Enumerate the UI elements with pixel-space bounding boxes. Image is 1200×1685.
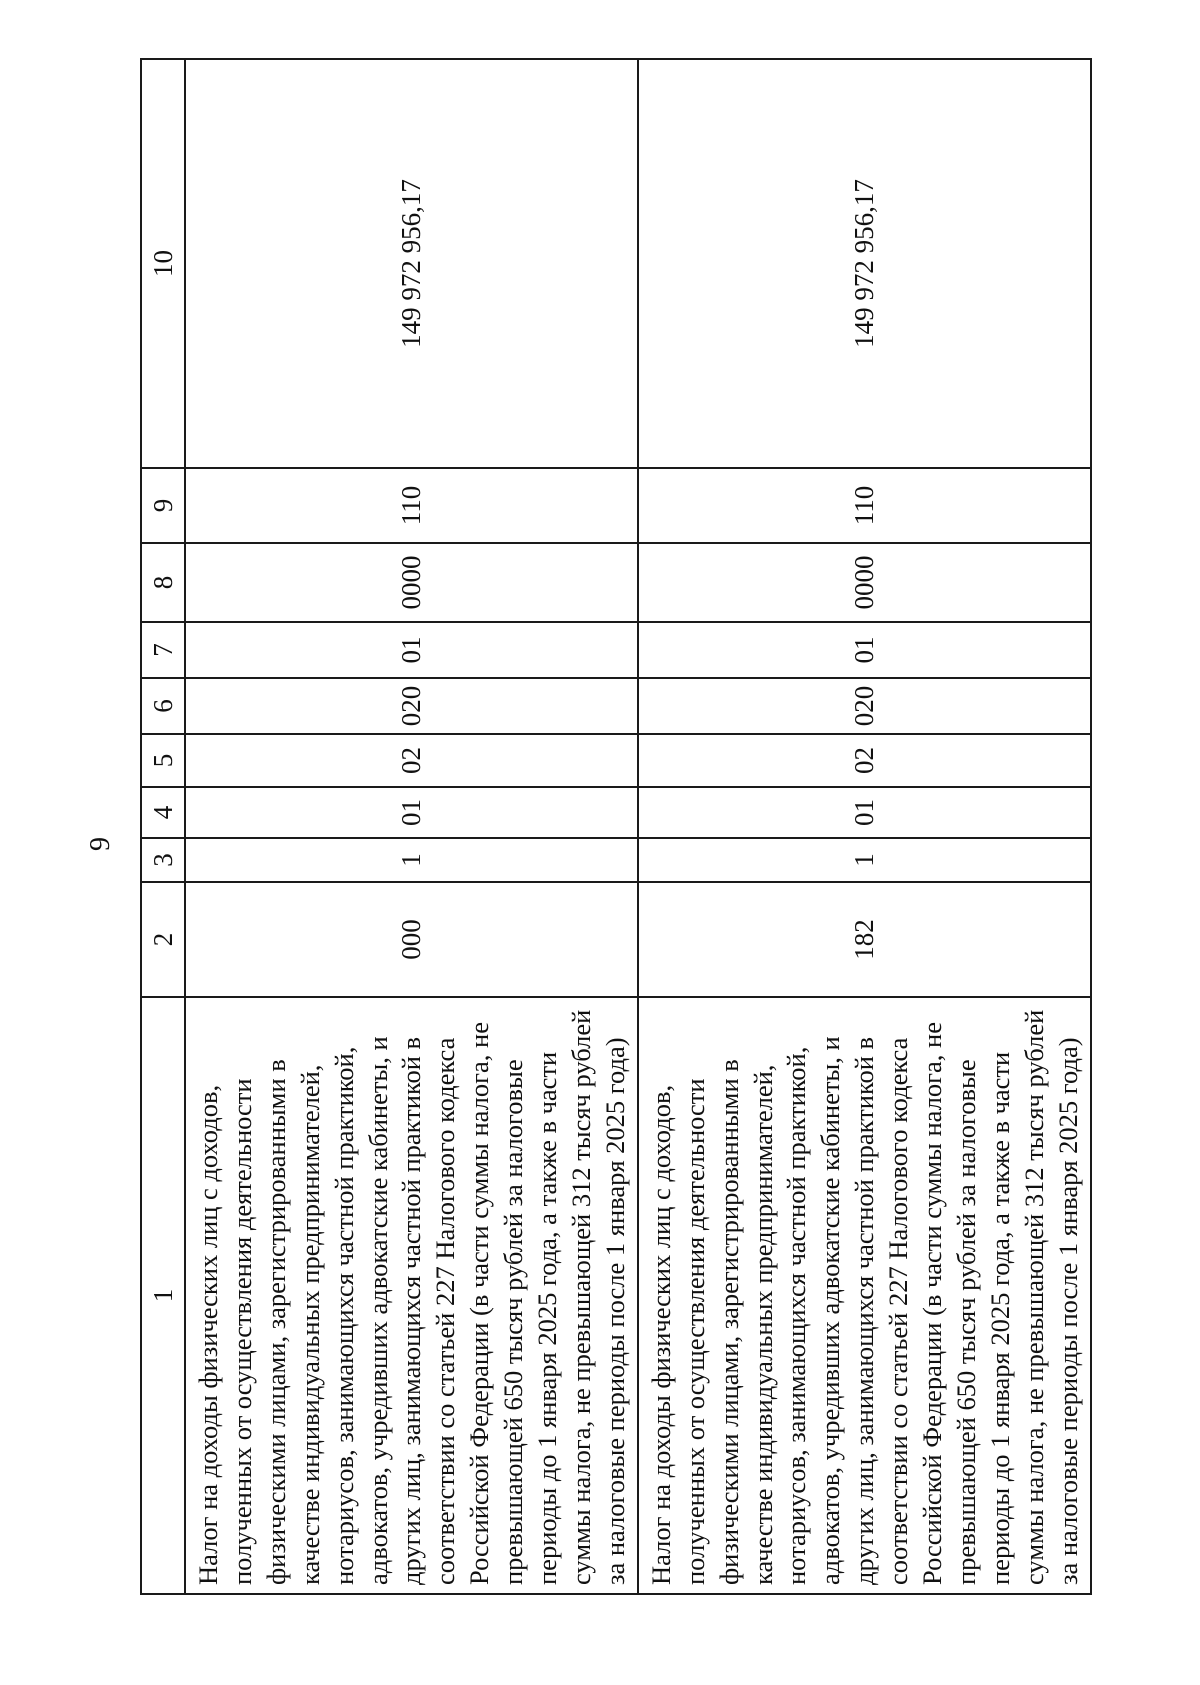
- header-col-1: 1: [141, 997, 185, 1594]
- header-col-2: 2: [141, 882, 185, 997]
- header-col-6: 6: [141, 678, 185, 734]
- code-article: 02: [185, 734, 638, 787]
- code-article: 02: [638, 734, 1091, 787]
- code-group: 1: [638, 838, 1091, 882]
- code-economic: 110: [638, 468, 1091, 543]
- header-col-9: 9: [141, 468, 185, 543]
- header-col-3: 3: [141, 838, 185, 882]
- budget-table-wrapper: [140, 60, 1083, 1595]
- row-amount: 149 972 956,17: [185, 59, 638, 468]
- row-amount: 149 972 956,17: [638, 59, 1091, 468]
- code-program: 0000: [638, 543, 1091, 622]
- code-admin: 182: [638, 882, 1091, 997]
- code-subgroup: 01: [638, 787, 1091, 838]
- table-row: [185, 59, 638, 1594]
- header-col-4: 4: [141, 787, 185, 838]
- page-number: 9: [85, 837, 116, 851]
- header-col-8: 8: [141, 543, 185, 622]
- code-admin: 000: [185, 882, 638, 997]
- row-description: Налог на доходы физических лиц с доходов, полученных от осуществления деятельности физическими лицами, зарегистрированными в качестве индивидуальных предпринимателей, нотариусов, занимающихся частной практикой, адвокатов, учредивших адвокатские кабинеты, и других лиц, занимающихся частной практикой в соответствии со статьей 227 Налогового кодекса Российской Федерации (в части суммы налога, не превышающей 650 тысяч рублей за налоговые периоды до 1 января 2025 года, а также в части суммы налога, не превышающей 312 тысяч рублей за налоговые периоды после 1 января 2025 года): [185, 997, 638, 1594]
- row-description: Налог на доходы физических лиц с доходов, полученных от осуществления деятельности физическими лицами, зарегистрированными в качестве индивидуальных предпринимателей, нотариусов, занимающихся частной практикой, адвокатов, учредивших адвокатские кабинеты, и других лиц, занимающихся частной практикой в соответствии со статьей 227 Налогового кодекса Российской Федерации (в части суммы налога, не превышающей 650 тысяч рублей за налоговые периоды до 1 января 2025 года, а также в части суммы налога, не превышающей 312 тысяч рублей за налоговые периоды после 1 января 2025 года): [638, 997, 1091, 1594]
- header-col-7: 7: [141, 622, 185, 678]
- code-element: 01: [185, 622, 638, 678]
- header-row: [141, 59, 185, 1594]
- code-subgroup: 01: [185, 787, 638, 838]
- code-subarticle: 020: [638, 678, 1091, 734]
- budget-revenue-table: [140, 58, 1092, 1595]
- header-col-5: 5: [141, 734, 185, 787]
- code-program: 0000: [185, 543, 638, 622]
- code-economic: 110: [185, 468, 638, 543]
- code-group: 1: [185, 838, 638, 882]
- code-element: 01: [638, 622, 1091, 678]
- code-subarticle: 020: [185, 678, 638, 734]
- header-col-10: 10: [141, 59, 185, 468]
- table-row: [638, 59, 1091, 1594]
